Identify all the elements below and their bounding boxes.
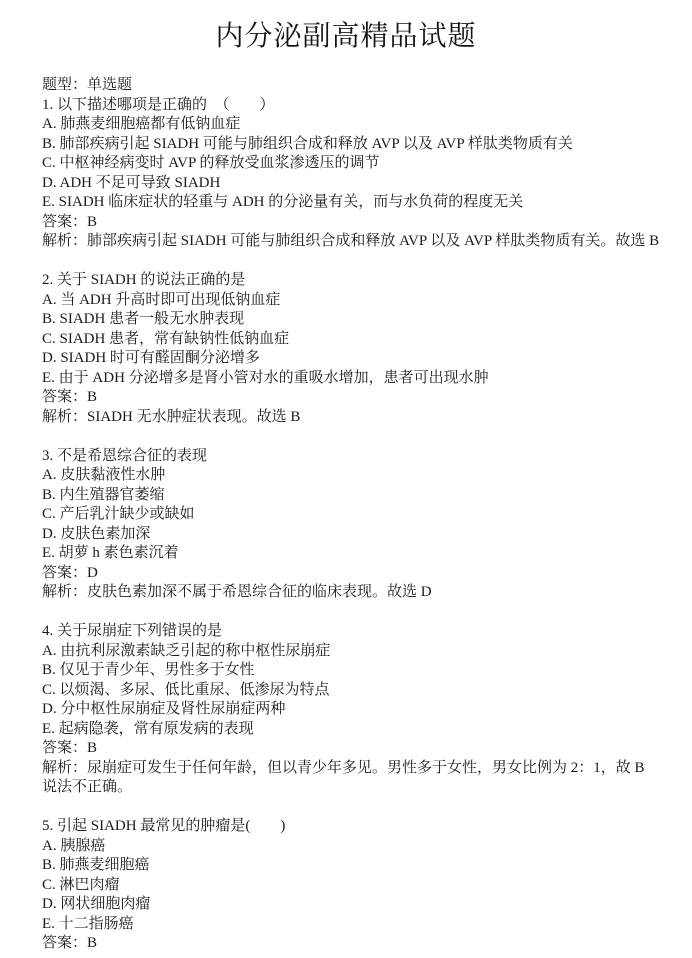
document-title: 内分泌副高精品试题	[215, 21, 477, 52]
analysis-line: 解析：尿崩症可发生于任何年龄，但以青少年多见。男性多于女性，男女比例为 2：1，故 B 说法不正确。	[42, 759, 645, 795]
question-option: E. 十二指肠癌	[42, 915, 134, 932]
question-option: A. 皮肤黏液性水肿	[42, 467, 166, 483]
question-option: B. 仅见于青少年、男性多于女性	[42, 662, 255, 678]
answer-line: 答案：B	[42, 935, 98, 951]
question-option: C. 以烦渴、多尿、低比重尿、低渗尿为特点	[42, 681, 330, 698]
answer-line: 答案：B	[42, 389, 98, 405]
question-option: A. 当 ADH 升高时即可出现低钠血症	[42, 291, 281, 308]
analysis-line: 解析：肺部疾病引起 SIADH 可能与肺组织合成和释放 AVP 以及 AVP 样肽类物质有关。故选 B	[42, 233, 660, 249]
question-option: C. SIADH 患者，常有缺钠性低钠血症	[42, 330, 290, 347]
question-stem: 3. 不是希恩综合征的表现	[42, 447, 208, 464]
question-option: E. 胡萝 h 素色素沉着	[42, 545, 179, 561]
document-body	[0, 76, 660, 954]
question-option: E. 起病隐袭，常有原发病的表现	[42, 720, 254, 737]
question-option: A. 胰腺癌	[42, 837, 106, 854]
question-5	[42, 817, 660, 954]
question-option: B. 内生殖器官萎缩	[42, 486, 165, 503]
question-2	[42, 271, 660, 427]
question-stem: 2. 关于 SIADH 的说法正确的是	[42, 272, 246, 288]
answer-line: 答案：D	[42, 564, 98, 581]
question-option: C. 中枢神经病变时 AVP 的释放受血浆渗透压的调节	[42, 155, 380, 171]
question-stem: 4. 关于尿崩症下列错误的是	[42, 623, 223, 639]
question-option: B. 肺燕麦细胞癌	[42, 857, 150, 873]
question-option: D. 皮肤色素加深	[42, 525, 151, 542]
analysis-line: 解析：皮肤色素加深不属于希恩综合征的临床表现。故选 D	[42, 584, 432, 600]
question-option: D. ADH 不足可导致 SIADH	[42, 174, 221, 191]
answer-line: 答案：B	[42, 740, 98, 756]
question-option: B. SIADH 患者一般无水肿表现	[42, 311, 245, 327]
question-3	[42, 447, 660, 603]
question-option: E. SIADH 临床症状的轻重与 ADH 的分泌量有关，而与水负荷的程度无关	[42, 194, 524, 210]
answer-line: 答案：B	[42, 213, 98, 230]
question-type-label: 题型：单选题	[42, 77, 133, 93]
question-1	[42, 96, 660, 252]
question-option: A. 肺燕麦细胞癌都有低钠血症	[42, 116, 241, 132]
question-stem: 5. 引起 SIADH 最常见的肿瘤是( )	[42, 818, 286, 834]
question-option: E. 由于 ADH 分泌增多是肾小管对水的重吸水增加，患者可出现水肿	[42, 369, 489, 386]
question-option: A. 由抗利尿激素缺乏引起的称中枢性尿崩症	[42, 642, 331, 659]
question-option: C. 淋巴肉瘤	[42, 876, 120, 893]
analysis-line: 解析：SIADH 无水肿症状表现。故选 B	[42, 408, 301, 425]
question-stem: 1. 以下描述哪项是正确的 （ ）	[42, 96, 275, 113]
question-4	[42, 622, 660, 798]
question-option: D. 网状细胞肉瘤	[42, 896, 151, 912]
question-option: B. 肺部疾病引起 SIADH 可能与肺组织合成和释放 AVP 以及 AVP 样肽类物质有关	[42, 135, 573, 152]
question-option: D. 分中枢性尿崩症及肾性尿崩症两种	[42, 701, 286, 717]
question-option: D. SIADH 时可有醛固酮分泌增多	[42, 350, 260, 366]
question-option: C. 产后乳汁缺少或缺如	[42, 506, 195, 522]
